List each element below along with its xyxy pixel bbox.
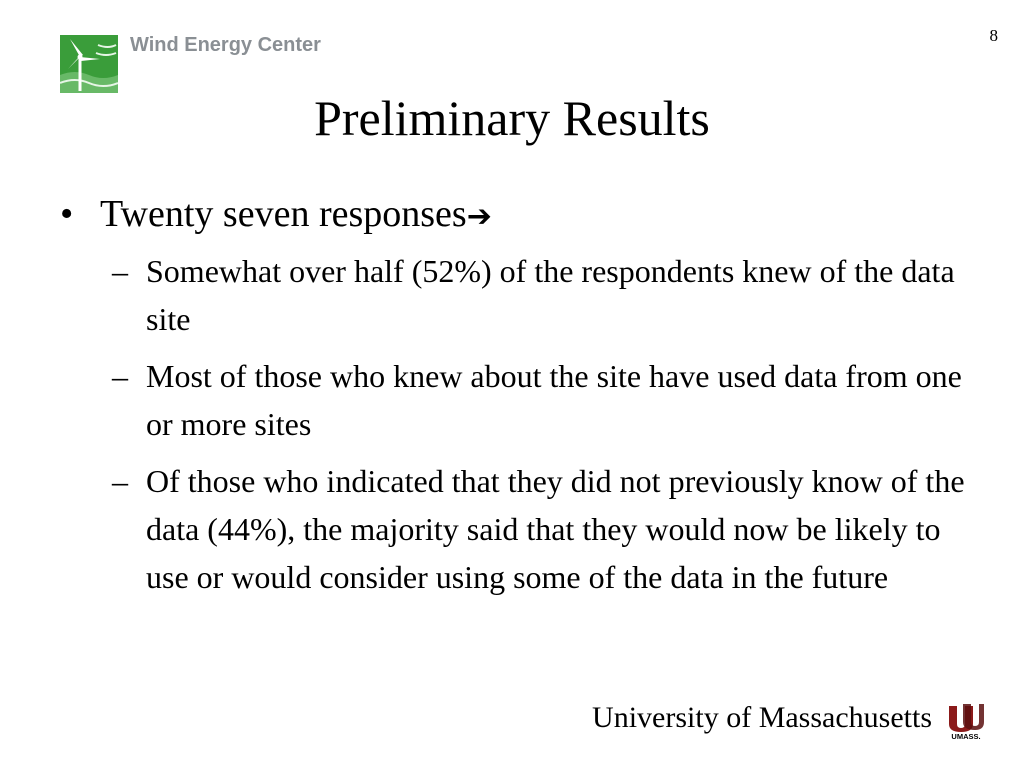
bullet-text: Twenty seven responses — [100, 193, 467, 235]
slide-title: Preliminary Results — [314, 90, 710, 146]
university-name: University of Massachusetts — [592, 701, 932, 734]
sub-bullet-list — [60, 247, 980, 601]
bullet-item — [60, 190, 980, 241]
sub-bullet-item — [60, 247, 980, 343]
page-number: 8 — [989, 26, 998, 45]
sub-bullet-text: Most of those who knew about the site have used data from one or more sites — [146, 358, 962, 442]
svg-text:UMASS.: UMASS. — [951, 732, 981, 740]
dash-marker: – — [112, 253, 128, 289]
arrow-right-icon: ➔ — [466, 199, 492, 234]
dash-marker: – — [112, 463, 128, 499]
wind-energy-center-logo — [60, 35, 118, 93]
brand-name: Wind Energy Center — [130, 34, 321, 56]
umass-logo — [946, 700, 986, 740]
bullet-dot: • — [60, 193, 74, 235]
sub-bullet-item — [60, 457, 980, 601]
dash-marker: – — [112, 358, 128, 394]
sub-bullet-text: Of those who indicated that they did not previously know of the data (44%), the majority said that they would now be likely to use or would consider using some of the data in the future — [146, 463, 965, 595]
sub-bullet-text: Somewhat over half (52%) of the respondents knew of the data site — [146, 253, 955, 337]
slide-content — [60, 190, 980, 610]
sub-bullet-item — [60, 352, 980, 448]
